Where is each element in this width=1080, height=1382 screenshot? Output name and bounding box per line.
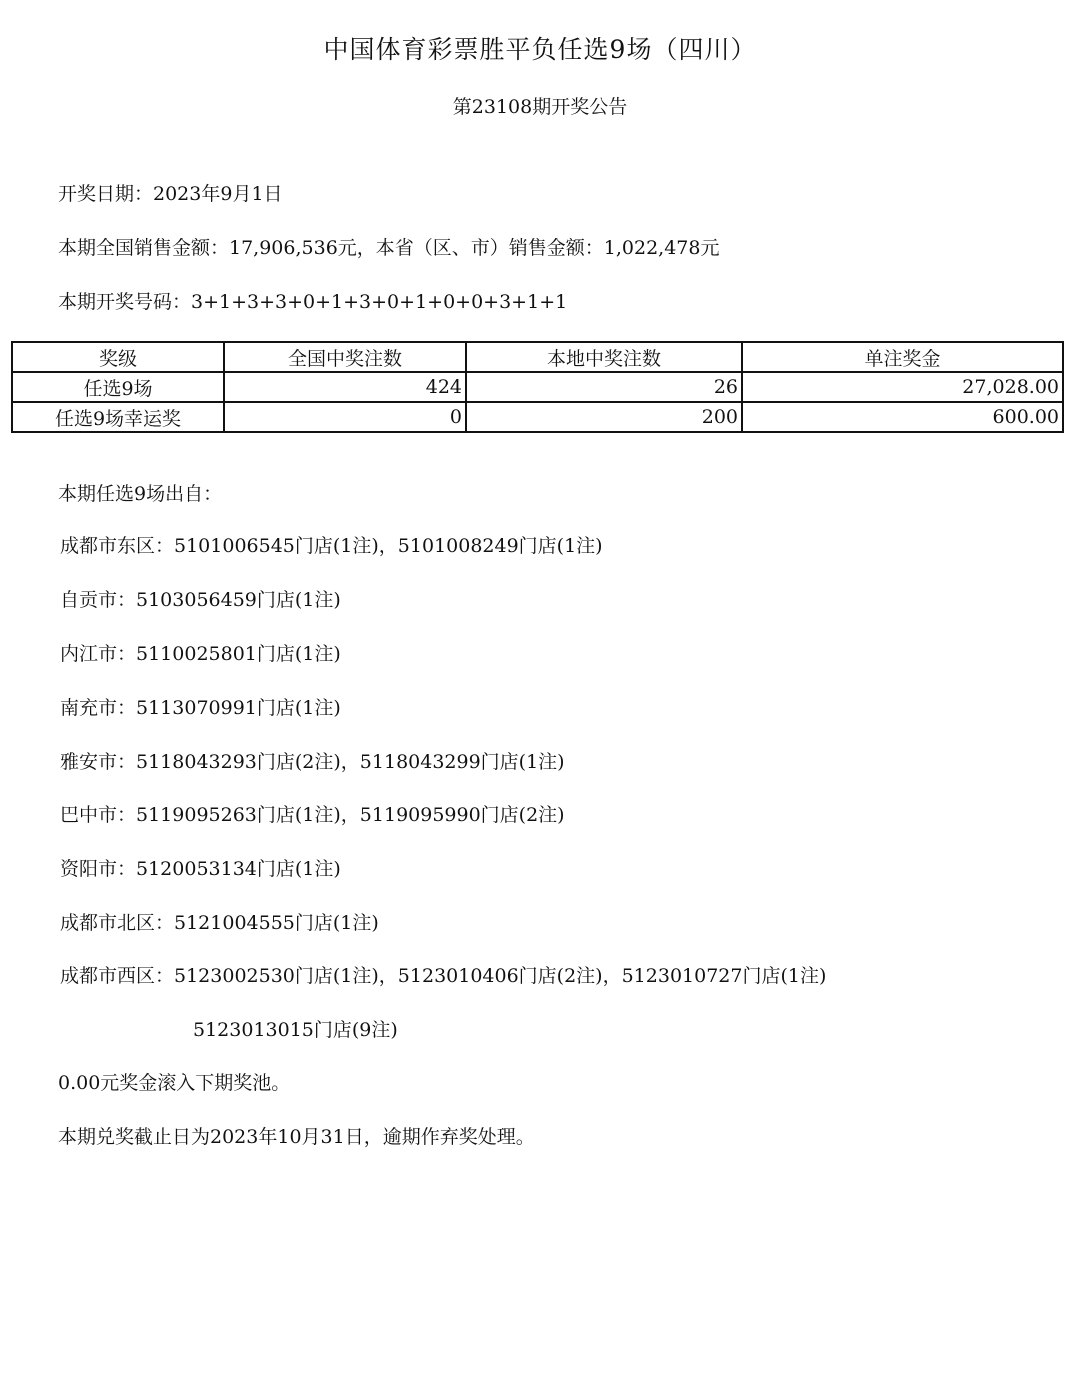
rollover-note: 0.00元奖金滚入下期奖池。 [58, 1072, 291, 1094]
store-list-item: 成都市北区：5121004555门店(1注) [60, 912, 379, 934]
cell-prize-level: 任选9场幸运奖 [12, 402, 224, 432]
cell-prize-level: 任选9场 [12, 372, 224, 402]
store-list-item: 成都市东区：5101006545门店(1注)，5101008249门店(1注) [60, 535, 603, 557]
draw-date: 开奖日期：2023年9月1日 [58, 183, 283, 205]
cell-local-count: 26 [466, 372, 742, 402]
store-list-item: 资阳市：5120053134门店(1注) [60, 858, 341, 880]
store-list-item: 巴中市：5119095263门店(1注)，5119095990门店(2注) [60, 804, 565, 826]
header-national-count: 全国中奖注数 [224, 342, 466, 372]
cell-prize-amount: 27,028.00 [742, 372, 1063, 402]
claim-deadline: 本期兑奖截止日为2023年10月31日，逾期作弃奖处理。 [58, 1126, 535, 1148]
winners-intro: 本期任选9场出自： [58, 483, 223, 505]
store-list-item: 自贡市：5103056459门店(1注) [60, 589, 341, 611]
cell-national-count: 0 [224, 402, 466, 432]
sales-amount: 本期全国销售金额：17,906,536元，本省（区、市）销售金额：1,022,478元 [58, 237, 720, 259]
header-prize-amount: 单注奖金 [742, 342, 1063, 372]
header-local-count: 本地中奖注数 [466, 342, 742, 372]
table-row [12, 402, 1063, 432]
table-row [12, 372, 1063, 402]
table-header-row [12, 342, 1063, 372]
header-prize-level: 奖级 [12, 342, 224, 372]
store-list-item: 雅安市：5118043293门店(2注)，5118043299门店(1注) [60, 751, 565, 773]
store-list-item: 成都市西区：5123002530门店(1注)，5123010406门店(2注)，5123010727门店(1注) [60, 965, 827, 987]
winning-numbers: 本期开奖号码：3+1+3+3+0+1+3+0+1+0+0+3+1+1 [58, 291, 568, 313]
store-list-item-continued: 5123013015门店(9注) [193, 1019, 398, 1041]
store-list-item: 南充市：5113070991门店(1注) [60, 697, 341, 719]
cell-national-count: 424 [224, 372, 466, 402]
cell-local-count: 200 [466, 402, 742, 432]
store-list-item: 内江市：5110025801门店(1注) [60, 643, 341, 665]
cell-prize-amount: 600.00 [742, 402, 1063, 432]
page-title: 中国体育彩票胜平负任选9场（四川） [323, 35, 757, 64]
issue-subtitle: 第23108期开奖公告 [452, 96, 628, 118]
prize-table [11, 341, 1064, 433]
